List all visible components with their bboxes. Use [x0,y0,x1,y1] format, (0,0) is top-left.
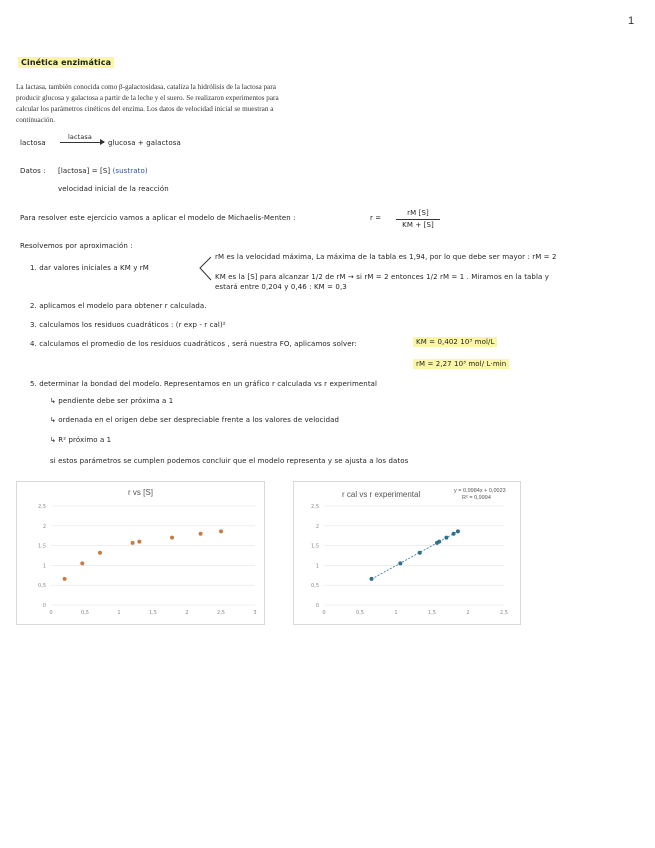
chart-rcal-vs-rexp [293,481,521,625]
result-km [413,338,497,346]
x-tick-label: 0,5 [356,610,364,616]
resolution-heading: Resolvemos por aproximación : [20,242,133,250]
step-3: 3. calculamos los residuos cuadráticos : (r exp - r cal)² [30,321,226,329]
data-point [131,541,135,545]
data-point [418,551,422,555]
step-5-bullet-1: ↳ pendiente debe ser próxima a 1 [50,397,174,405]
x-tick-label: 0 [322,610,326,616]
y-tick-label: 2 [42,523,46,530]
step-1-branch-a: rM es la velocidad máxima, La máxima de la tabla es 1,94, por lo que debe ser mayor : rM = 2 [215,253,557,261]
y-tick-label: 0,5 [311,583,319,590]
result-rm-text: rM = 2,27 10³ mol/ L·min [413,359,509,369]
data-point [444,536,448,540]
datos-substrate-note: (sustrato) [112,167,148,175]
step-1-branch-b-line2: estará entre 0,204 y 0,46 : KM = 0,3 [215,283,347,291]
model-sentence: Para resolver este ejercicio vamos a aplicar el modelo de Michaelis-Menten : [20,214,296,222]
step-1-brace [196,255,214,283]
x-tick-label: 2,5 [500,610,508,616]
step-1-branch-b-line1: KM es la [S] para alcanzar 1/2 de rM → si rM = 2 entonces 1/2 rM = 1 . Miramos en la tabla y [215,273,549,281]
x-tick-label: 3 [253,610,257,616]
chart-2-plot [294,482,520,624]
data-point [80,561,84,565]
intro-line: continuación. [16,116,55,124]
reaction-enzyme: lactasa [68,133,92,141]
intro-line: calcular los parámetros cinéticos del enzima. Los datos de velocidad inicial se muestran a [16,105,274,113]
chart-1-title: r vs [S] [128,488,153,497]
step-5-bullet-3-text: R² próximo a 1 [58,436,112,444]
y-tick-label: 1 [42,563,46,570]
formula-lhs: r = [370,214,382,222]
x-tick-label: 0 [49,610,53,616]
data-point [63,577,67,581]
data-point [98,551,102,555]
y-tick-label: 1 [315,563,319,570]
x-tick-label: 2 [185,610,189,616]
y-tick-label: 0,5 [38,583,46,590]
page-number: 1 [628,15,635,27]
step-5-bullet-1-text: pendiente debe ser próxima a 1 [58,397,174,405]
data-point [219,529,223,533]
step-5-bullet-3: ↳ R² próximo a 1 [50,436,112,444]
page-title-text: Cinética enzimática [18,57,114,68]
y-tick-label: 1,5 [311,543,319,550]
formula-fraction-bar [396,219,440,220]
result-rm [413,360,509,368]
x-tick-label: 2 [466,610,470,616]
data-point [452,532,456,536]
chart-2-equation: y = 0,9984x + 0,0023 [454,488,506,494]
step-5-conclusion: si estos parámetros se cumplen podemos concluir que el modelo representa y se ajusta a los datos [50,457,409,465]
datos-line2: velocidad inicial de la reacción [58,185,169,193]
x-tick-label: 1,5 [149,610,157,616]
datos-concentration: [lactosa] = [S] [58,167,111,175]
data-point [199,532,203,536]
data-point [170,536,174,540]
formula-numerator: rM [S] [407,209,429,217]
intro-line: La lactasa, también conocida como β-galactosidasa, cataliza la hidrólisis de la lactosa para [16,83,276,91]
data-point [370,577,374,581]
reaction-arrow [60,142,104,143]
datos-label: Datos : [20,167,46,175]
step-5-bullet-2: ↳ ordenada en el origen debe ser despreciable frente a los valores de velocidad [50,416,340,424]
y-tick-label: 1,5 [38,543,46,550]
y-tick-label: 2,5 [311,504,319,510]
chart-2-title: r cal vs r experimental [342,490,421,499]
step-5-label: 5. determinar la bondad del modelo. Representamos en un gráfico r calculada vs r experimental [30,380,378,388]
step-4: 4. calculamos el promedio de los residuos cuadráticos , será nuestra FO, aplicamos solver: [30,340,357,348]
y-tick-label: 2,5 [38,504,46,510]
x-tick-label: 2,5 [217,610,225,616]
intro-line: producir glucosa y galactosa a partir de la leche y el suero. Se realizaron experimentos para [16,94,279,102]
y-tick-label: 2 [315,523,319,530]
reaction-substrate: lactosa [20,139,46,147]
y-tick-label: 0 [42,603,46,609]
page-title [18,58,114,67]
chart-r-vs-s [16,481,265,625]
data-point [137,540,141,544]
reaction-arrow-head [100,139,105,145]
reaction-products: glucosa + galactosa [108,139,181,147]
step-1-label: 1. dar valores iniciales a KM y rM [30,264,149,272]
x-tick-label: 1 [394,610,398,616]
formula-denominator: KM + [S] [402,221,434,229]
data-point [437,540,441,544]
intro-paragraph [16,82,336,126]
x-tick-label: 0,5 [81,610,89,616]
step-2: 2. aplicamos el modelo para obtener r calculada. [30,302,207,310]
result-km-text: KM = 0,402 10³ mol/L [413,337,497,347]
step-5-bullet-2-text: ordenada en el origen debe ser despreciable frente a los valores de velocidad [58,416,340,424]
chart-1-plot [17,482,264,624]
x-tick-label: 1 [117,610,121,616]
x-tick-label: 1,5 [428,610,436,616]
y-tick-label: 0 [315,603,319,609]
data-point [456,529,460,533]
chart-2-r2: R² = 0,9994 [462,495,491,501]
datos-line1 [58,167,148,175]
data-point [398,561,402,565]
